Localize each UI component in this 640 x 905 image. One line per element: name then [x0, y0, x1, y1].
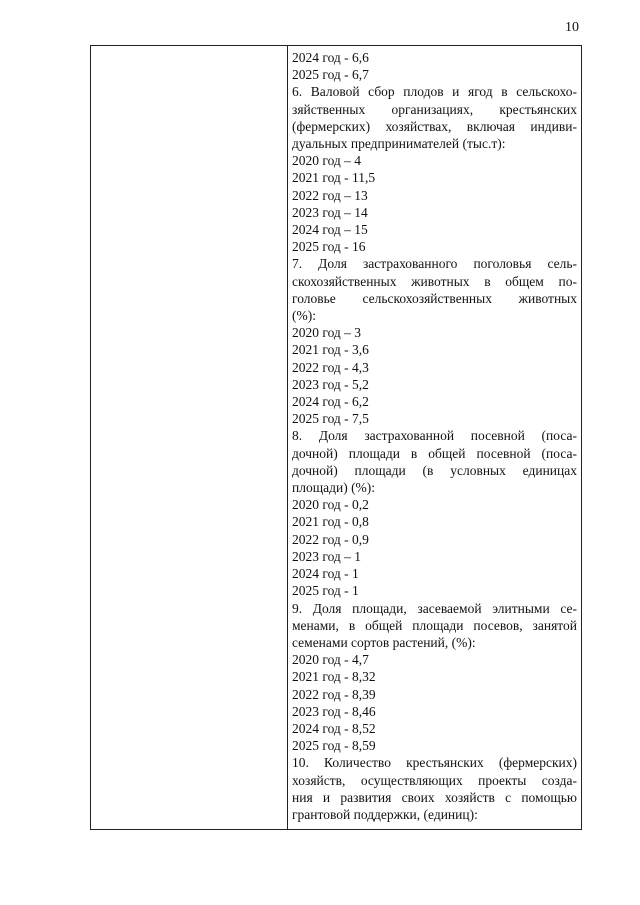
value-line: 2025 год - 7,5: [292, 411, 369, 427]
section-10-heading: 10. Количество крестьянских (фермерских) хозяйств, осуществляющих проекты созда- ния и развития своих хозяйств с помощью грантовой поддержки, (единиц):: [292, 755, 577, 822]
value-line: 2020 год – 4: [292, 153, 362, 169]
value-line: 2022 год - 0,9: [292, 531, 369, 547]
value-line: 2023 год – 1: [292, 548, 362, 564]
value-line: 2024 год - 6,2: [292, 394, 369, 410]
value-line: 2024 год – 15: [292, 222, 368, 238]
section-8-heading: 8. Доля застрахованной посевной (поса- дочной) площади в общей посевной (поса- дочной) площади (в условных единицах площади) (%):: [292, 428, 577, 496]
value-line: 2021 год - 3,6: [292, 342, 369, 358]
value-line: 2023 год – 14: [292, 204, 368, 220]
value-line: 2021 год - 11,5: [292, 170, 376, 186]
value-line: 2020 год - 0,2: [292, 497, 369, 513]
left-column-empty: [91, 46, 288, 829]
value-line: 2020 год – 3: [292, 325, 362, 341]
value-line: 2025 год - 6,7: [292, 67, 369, 83]
value-line: 2025 год - 8,59: [292, 738, 376, 754]
section-9-heading: 9. Доля площади, засеваемой элитными се- менами, в общей площади посевов, занятой семенами сортов растений, (%):: [292, 600, 577, 650]
value-line: 2021 год - 0,8: [292, 514, 369, 530]
value-line: 2025 год - 16: [292, 239, 366, 255]
right-column-content: [288, 46, 581, 829]
value-line: 2024 год - 8,52: [292, 720, 376, 736]
value-line: 2021 год - 8,32: [292, 669, 376, 685]
section-6-heading: 6. Валовой сбор плодов и ягод в сельскохо- зяйственных организациях, крестьянских (фермерских) хозяйствах, включая индиви- дуальных предпринимателей (тыс.т):: [292, 84, 577, 152]
section-7-heading: 7. Доля застрахованного поголовья сель- скохозяйственных животных в общем по- головье сельскохозяйственных животных (%):: [292, 256, 577, 324]
indicators-table: [90, 45, 582, 830]
page-number: 10: [565, 20, 579, 35]
value-line: 2024 год - 1: [292, 566, 359, 582]
value-line: 2023 год - 5,2: [292, 376, 369, 392]
value-line: 2025 год - 1: [292, 583, 359, 599]
value-line: 2020 год - 4,7: [292, 652, 369, 668]
value-line: 2022 год - 4,3: [292, 359, 369, 375]
value-line: 2024 год - 6,6: [292, 50, 369, 65]
value-line: 2022 год - 8,39: [292, 686, 376, 702]
value-line: 2023 год - 8,46: [292, 703, 376, 719]
value-line: 2022 год – 13: [292, 187, 368, 203]
